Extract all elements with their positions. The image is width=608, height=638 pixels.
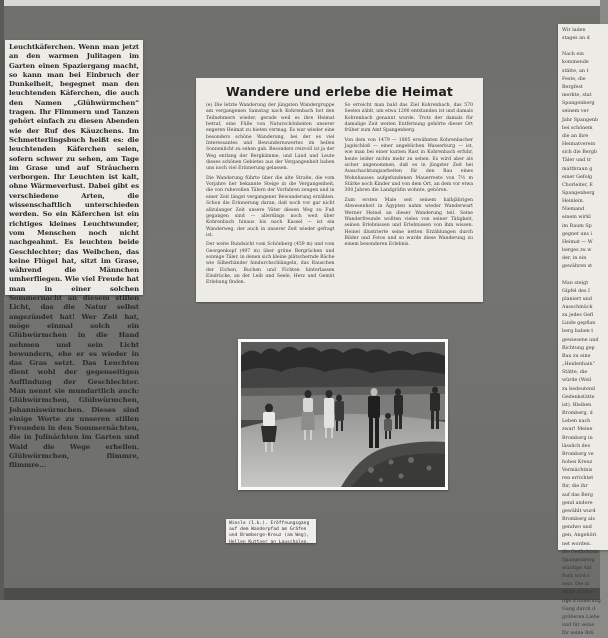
right-clipping-line: planiert und (562, 296, 592, 302)
article-paragraph: So erreicht man bald das Ziel Kohrenbach, das 570 Seelen zählt, um etwa 1200 entstanden ist und damals Kohrenbach genannt wurde. Trotz der damals für damalige Zeit weiten Entfernung gehörte dieser Ort früher zum Amt Spangenberg. (344, 103, 473, 134)
right-clipping-line: Spangenberg (562, 190, 595, 196)
right-clipping-line: einem wirkl (562, 215, 591, 221)
article-paragraph: Die Wanderung führte über die alte Straße, die vom Vorjahre her bekannte Steige in die Vergangenheit, die von ruhevollen Tälern der Vorfahren zeugen und in einer Zeit längst vergangener Bewunderung erzählen. Schon die Erinnerung daran, daß noch vor gar nicht allzulanger Zeit unsere Väter diesen Weg zu Fuß gegangen sind — allerdings noch weit über Kohrenbach hinaus bis nach Kassel — ist ein Wanderweg, der auch in unserer Zeit wieder gefragt ist. (206, 175, 335, 238)
right-newspaper-clipping (558, 24, 608, 637)
right-clipping-line: Chorleiter, E (562, 182, 593, 188)
album-page-bottom-edge (0, 588, 600, 600)
right-clipping-line: sich die Bergb (562, 150, 598, 156)
article-headline: Wandere und erlebe die Heimat (226, 84, 453, 99)
right-clipping-line: zwar! Meine (562, 427, 593, 433)
right-clipping-line: tige Erinnerung (562, 598, 601, 604)
article-paragraph: (e) Die letzte Wanderung der jüngsten Wandergruppe am vergangenen Samstag nach Kohrenbach bot den Teilnehmern wieder, gerade weil es ihre Heimat betraf, eine Fülle von Naturschönheiten unserer engeren Heimat zu bieten vermag. Es war wieder eine besonders schöne Wanderung, bei der es viel Interessantes und Bewundernswertes im hellen Sonnenlicht zu sehen gab. Besonders reizvoll ist ja der Weg entlang der Bergkämme, und Land und Leute dieses schönen Gebietes aus der Vergangenheit haben uns noch viel Erinnerung gelassen. (206, 103, 335, 172)
right-clipping-line: Gang durch d (562, 606, 596, 612)
right-clipping-line: stages an d (562, 36, 590, 42)
right-clipping-line: gewähren st (562, 264, 593, 270)
right-clipping-line: Park wird s (562, 574, 590, 580)
caption-line: und Bromberge-Kreuz (am Weg), (229, 533, 310, 539)
photo-caption (226, 519, 316, 543)
right-clipping-line: gewählt wurd (562, 508, 596, 514)
album-binding-fold (0, 0, 4, 600)
right-clipping-line: der, in ein (562, 256, 587, 262)
right-clipping-line: zu bedeutend (562, 386, 595, 392)
right-clipping-line: Ihr, die ihr (562, 484, 588, 490)
right-clipping-line: seinem ver (562, 109, 589, 115)
right-clipping-line: Heimat — W (562, 239, 593, 245)
right-clipping-line: Gedenkstätte (562, 394, 595, 400)
right-clipping-line: Bromberg als (562, 517, 595, 523)
right-clipping-line: Bergfest (562, 84, 583, 90)
right-clipping-line: stätte, an t (562, 68, 589, 74)
right-clipping-line: Linde gepflan (562, 321, 596, 327)
right-clipping-line: Spangenberg (562, 557, 595, 563)
right-clipping-line: kommende (562, 60, 589, 66)
article-paragraph: Zum ersten Male seit seinem halbjährigen Abwesenheit in Ägypten nahm wieder Wanderwart Werner Heinel an dieser Wanderung teil. Seine Wanderfreunde wollten vieles von seiner Tätigkeit, seinen Erlebnissen und Erlebnissen von ihm wissen. Heinel illustrierte seine netten Erzählungen durch Bilder und Fotos und so wurde diese Wanderung zu einem besonderen Erlebnis. (344, 197, 473, 248)
right-clipping-line: die an ihre (562, 133, 589, 139)
right-clipping-line: Feste, die (562, 76, 586, 82)
left-newspaper-clipping (5, 40, 143, 470)
right-clipping-line: im Raum Sp (562, 223, 592, 229)
right-clipping-line: gend andere (562, 500, 593, 506)
article-columns (206, 103, 473, 290)
right-clipping-line: gen, Angehöri (562, 533, 597, 539)
right-clipping-line: merkte, stat (562, 93, 592, 99)
right-clipping-line: auf das Berg (562, 492, 593, 498)
right-clipping-line (562, 272, 604, 280)
right-clipping-line: net worden. (562, 541, 592, 547)
right-clipping-line: einer Gefolg (562, 174, 593, 180)
caption-line: Hellen Kuttner an Lauschalen. (229, 539, 310, 545)
newspaper-photo-group-walking (238, 339, 448, 490)
right-clipping-line: Gipfel des I (562, 288, 590, 294)
right-clipping-line: Ausschmück (562, 305, 593, 310)
right-clipping-line: Wir laden (562, 28, 586, 33)
right-clipping-line: mattbraun g (562, 166, 593, 172)
right-clipping-line: berg haben t (562, 329, 594, 335)
right-clipping-line: lässlich des (562, 443, 591, 449)
right-clipping-line: Heimatverein (562, 142, 596, 148)
right-clipping-line: ren errichtet (562, 476, 594, 482)
right-clipping-line: Bromberg in (562, 435, 593, 441)
right-clipping-line: Mitte wird je (562, 590, 594, 596)
right-clipping-line: gegnet uns i (562, 231, 593, 237)
article-column-right (345, 103, 474, 290)
right-clipping-line: „Heidenhain“ (562, 362, 596, 368)
center-article-clipping (196, 78, 483, 302)
right-clipping-line: gendwo und (562, 525, 592, 531)
right-clipping-line: und für seine (562, 623, 595, 629)
right-clipping-line: Richtung gep (562, 345, 595, 351)
right-clipping-line: würdige Anl (562, 566, 592, 571)
article-paragraph: Von dem von 1479 — 1805 erwähnten Kohrenbacher Jagdschloß — einer angeblichen Wasserburg — ist, wie man bei einer kurzen Rast in Kohrenbach erfuhr, heute leider nichts mehr zu sehen. Es wird aber als sicher angenommen, daß es in jüngster Zeit bei Ausschachtungsarbeiten für den Bau eines Wohnhauses aufgefundenen Mauerreste von 7½ m Stärke noch Kinder und von dem Ort, an dem vor etwa 300 Jahren die Landgräfin wohnte, gehören. (344, 137, 473, 194)
right-clipping-line: gewiesene und (562, 337, 599, 343)
right-clipping-line: Bromberg ve (562, 451, 594, 457)
right-clipping-line: zu jedes Gefl (562, 313, 594, 319)
right-clipping-line: berges zu w (562, 248, 592, 254)
photo-image (241, 342, 445, 487)
right-clipping-line (562, 43, 604, 51)
right-clipping-line: Bau zu eine (562, 353, 591, 359)
right-clipping-line: Bromberg, d (562, 411, 593, 417)
right-clipping-line: ist). Bleiben (562, 402, 592, 408)
right-clipping-line: die Gedächtnis (562, 549, 599, 555)
right-clipping-line: Jahr Spangenb (562, 117, 599, 123)
right-clipping-line: Stätte, die (562, 370, 588, 376)
caption-line: Wieslo (1.k.). Eröffnungsgang (229, 521, 310, 526)
right-clipping-line: größeren Liebe (562, 614, 600, 620)
right-clipping-line: sein. Die in (562, 582, 590, 588)
right-clipping-line: hohes Kreuz (562, 459, 593, 465)
right-clipping-line: Leben nach (562, 419, 591, 425)
left-clipping-text: Leuchtkäferchen. Wenn man jetzt an den warmen Julitagen im Garten einen Spaziergang macht, so kann man bei Einbruch der Dunkelheit, begegnet man den leuchtenden Käferchen, die auch den Namen „Glühwürmchen“ tragen. Ihr Flimmern und Tanzen gehört einfach zu diesen Abenden wie der Ruf des Käuzchens. Im Schmetterlingsbuch heißt es: die leuchtenden Käferchen seien, sofern schwer zu sehen, am Tage im Grase und auf Sträuchern verborgen. Ihr Leuchten ist kalt, ohne Wärmeverlust. Dabei gibt es verschiedene Arten, die wissenschaftlich unterschieden werden. So ein Käferchen ist ein richtiges kleines Leuchtwunder, vom Menschen noch nicht nachgeahmt. Es leuchten beide Geschlechter; das Weibchen, das keine Flügel hat, sitzt im Grase, während die Männchen umherfliegen. Wie viel Freude hat man in einer solchen Sommernacht an diesem stillen Licht, das die Natur selbst angezündet hat! Wer Zeit hat, möge einmal solch ein Glühwürmchen in die Hand nehmen und sein Licht bewundern, ehe er es wieder in das Gras setzt. Das Leuchten dient wohl der gegenseitigen Auffindung der Geschlechter. Man nennt sie mundartlich auch: Glühwürmchen, Glühwürmchen, Johanniswürmchen. Dieses sind einige Worte zu unseren stillen Freunden in den Sommernächten, die in Julinächten im Garten und Wald die Wege erhellen. Glühwürmchen, flimmre, flimmre... (9, 43, 139, 470)
article-column-left (206, 103, 335, 290)
right-clipping-line: Nach ein (562, 52, 584, 58)
right-clipping-line: Heinlein. (562, 199, 585, 205)
right-clipping-line: bei schönem (562, 125, 593, 131)
right-clipping-line: Spangenberg (562, 101, 595, 107)
article-paragraph: Der weite Rundsicht vom Schönberg (459 m) und vom Georgenkopf (497 m) über grüne Bergrücken und sonnige Täler, in denen sich kleine plätschernde Bäche wie Silberbänder hindurchschlängeln, das Rauschen der Eichen, Buchen und Fichten hinterlassen Eindrücke, an der Leib und Seele, Herz und Gemüt Erlebung finden. (206, 242, 335, 286)
right-clipping-line: würde (Weil (562, 378, 592, 384)
right-clipping-line: Niemand (562, 207, 585, 213)
right-clipping-line: Man steigt (562, 280, 589, 286)
right-clipping-line: für seine Brü (562, 631, 594, 637)
right-clipping-line: Vermächtnis (562, 468, 593, 474)
caption-line: auf dem Wanderpfad am Gräfen (229, 527, 307, 533)
right-clipping-line: Täler und tr (562, 158, 592, 164)
